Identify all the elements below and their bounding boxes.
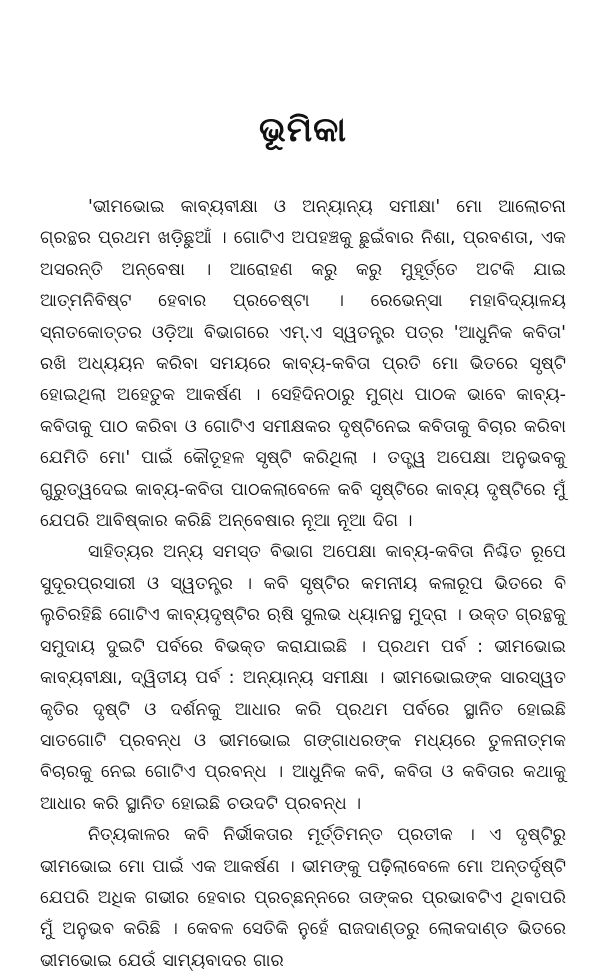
paragraph-1: 'ଭୀମଭୋଇ କାବ୍ୟବୀକ୍ଷା ଓ ଅନ୍ୟାନ୍ୟ ସମୀକ୍ଷା' ମୋ ଆଲୋଚନା ଗ୍ରନ୍ଥର ପ୍ରଥମ ଖଡ଼ିଛୁଆଁ । ଗୋଟିଏ ଅପହଞ୍ଚକୁ ଛୁଇଁବାର ନିଶା, ପ୍ରବଣତା, ଏକ ଅସରନ୍ତି ଅନ୍ବେଷା । ଆରୋହଣ କରୁ କରୁ ମୁହୂର୍ତ୍ତେ ଅଟକି ଯାଇ ଆତ୍ମନିବିଷ୍ଟ ହେବାର ପ୍ରଚେଷ୍ଟା । ରେଭେନ୍‌ସା ମହାବିଦ୍ୟାଳୟ ସ୍ନାତକୋତ୍ତର ଓଡ଼ିଆ ବିଭାଗରେ ଏମ୍.ଏ ସ୍ୱତନ୍ତ୍ର ପତ୍ର 'ଆଧୁନିକ କବିତା' ରଖି ଅଧ୍ୟୟନ କରିବା ସମୟରେ କାବ୍ୟ-କବିତା ପ୍ରତି ମୋ ଭିତରେ ସୃଷ୍ଟି ହୋଇଥିଲା ଅହେତୁକ ଆକର୍ଷଣ । ସେହିଦିନଠାରୁ ମୁଗ୍ଧ ପାଠକ ଭାବେ କାବ୍ୟ-କବିତାକୁ ପାଠ କରିବା ଓ ଗୋଟିଏ ସମୀକ୍ଷକର ଦୃଷ୍ଟିନେଇ କବିତାକୁ ବିଚାର କରିବା ଯେମିତି ମୋ' ପାଇଁ କୌତୂହଳ ସୃଷ୍ଟି କରିଥିଲା । ତତ୍ତ୍ୱ ଅପେକ୍ଷା ଅନୁଭବକୁ ଗୁରୁତ୍ୱଦେଇ କାବ୍ୟ-କବିତା ପାଠକଲାବେଳେ କବି ସୃଷ୍ଟିରେ କାବ୍ୟ ଦୃଷ୍ଟିରେ ମୁଁ ଯେପରି ଆବିଷ୍କାର କରିଛି ଅନ୍ବେଷାର ନୂଆ ନୂଆ ଦିଗ ।: [40, 197, 566, 532]
paragraph-3: ନିତ୍ୟକାଳର କବି ନିର୍ଭୀକତାର ମୂର୍ତ୍ତିମନ୍ତ ପ୍ରତୀକ । ଏ ଦୃଷ୍ଟିରୁ ଭୀମଭୋଇ ମୋ ପାଇଁ ଏକ ଆକର୍ଷଣ । ଭୀମଙ୍କୁ ପଢ଼ିଲାବେଳେ ମୋ ଅନ୍ତର୍ଦୃଷ୍ଟି ଯେପରି ଅଧିକ ଗଭୀର ହେବାର ପ୍ରଚ୍ଛନ୍ନରେ ତାଙ୍କର ପ୍ରଭାବଟିଏ ଥିବାପରି ମୁଁ ଅନୁଭବ କରିଛି । କେବଳ ସେତିକି ନୁହେଁ ରାଜଦାଣ୍ଡରୁ ଲୋକଦାଣ୍ଡ ଭିତରେ ଭୀମଭୋଇ ଯେଉଁ ସାମ୍ୟବାଦର ଗାର: [40, 825, 566, 971]
paragraph-2: ସାହିତ୍ୟର ଅନ୍ୟ ସମସ୍ତ ବିଭାଗ ଅପେକ୍ଷା କାବ୍ୟ-କବିତା ନିଶ୍ଚିତ ରୂପେ ସୁଦୂରପ୍ରସାରୀ ଓ ସ୍ୱତନ୍ତ୍ର । କବି ସୃଷ୍ଟିର କମନୀୟ କଳାରୂପ ଭିତରେ ବି ଲୁଚିରହିଛି ଗୋଟିଏ କାବ୍ୟଦୃଷ୍ଟିର ଋଷି ସୁଲଭ ଧ୍ୟାନସ୍ଥ ମୁଦ୍ରା । ଉକ୍ତ ଗ୍ରନ୍ଥକୁ ସମୁଦାୟ ଦୁଇଟି ପର୍ବରେ ବିଭକ୍ତ କରାଯାଇଛି । ପ୍ରଥମ ପର୍ବ : ଭୀମଭୋଇ କାବ୍ୟବୀକ୍ଷା, ଦ୍ୱିତୀୟ ପର୍ବ : ଅନ୍ୟାନ୍ୟ ସମୀକ୍ଷା । ଭୀମଭୋଇଙ୍କ ସାରସ୍ୱତ କୃତିର ଦୃଷ୍ଟି ଓ ଦର୍ଶନକୁ ଆଧାର କରି ପ୍ରଥମ ପର୍ବରେ ସ୍ଥାନିତ ହୋଇଛି ସାତଗୋଟି ପ୍ରବନ୍ଧ ଓ ଭୀମଭୋଇ ଗଙ୍ଗାଧରଙ୍କ ମଧ୍ୟରେ ତୁଳନାତ୍ମକ ବିଚାରକୁ ନେଇ ଗୋଟିଏ ପ୍ରବନ୍ଧ । ଆଧୁନିକ କବି, କବିତା ଓ କବିତାର କଥାକୁ ଆଧାର କରି ସ୍ଥାନିତ ହୋଇଛି ଚଉଦଟି ପ୍ରବନ୍ଧ ।: [40, 542, 566, 814]
page-title: ଭୂମିକା: [258, 110, 348, 150]
